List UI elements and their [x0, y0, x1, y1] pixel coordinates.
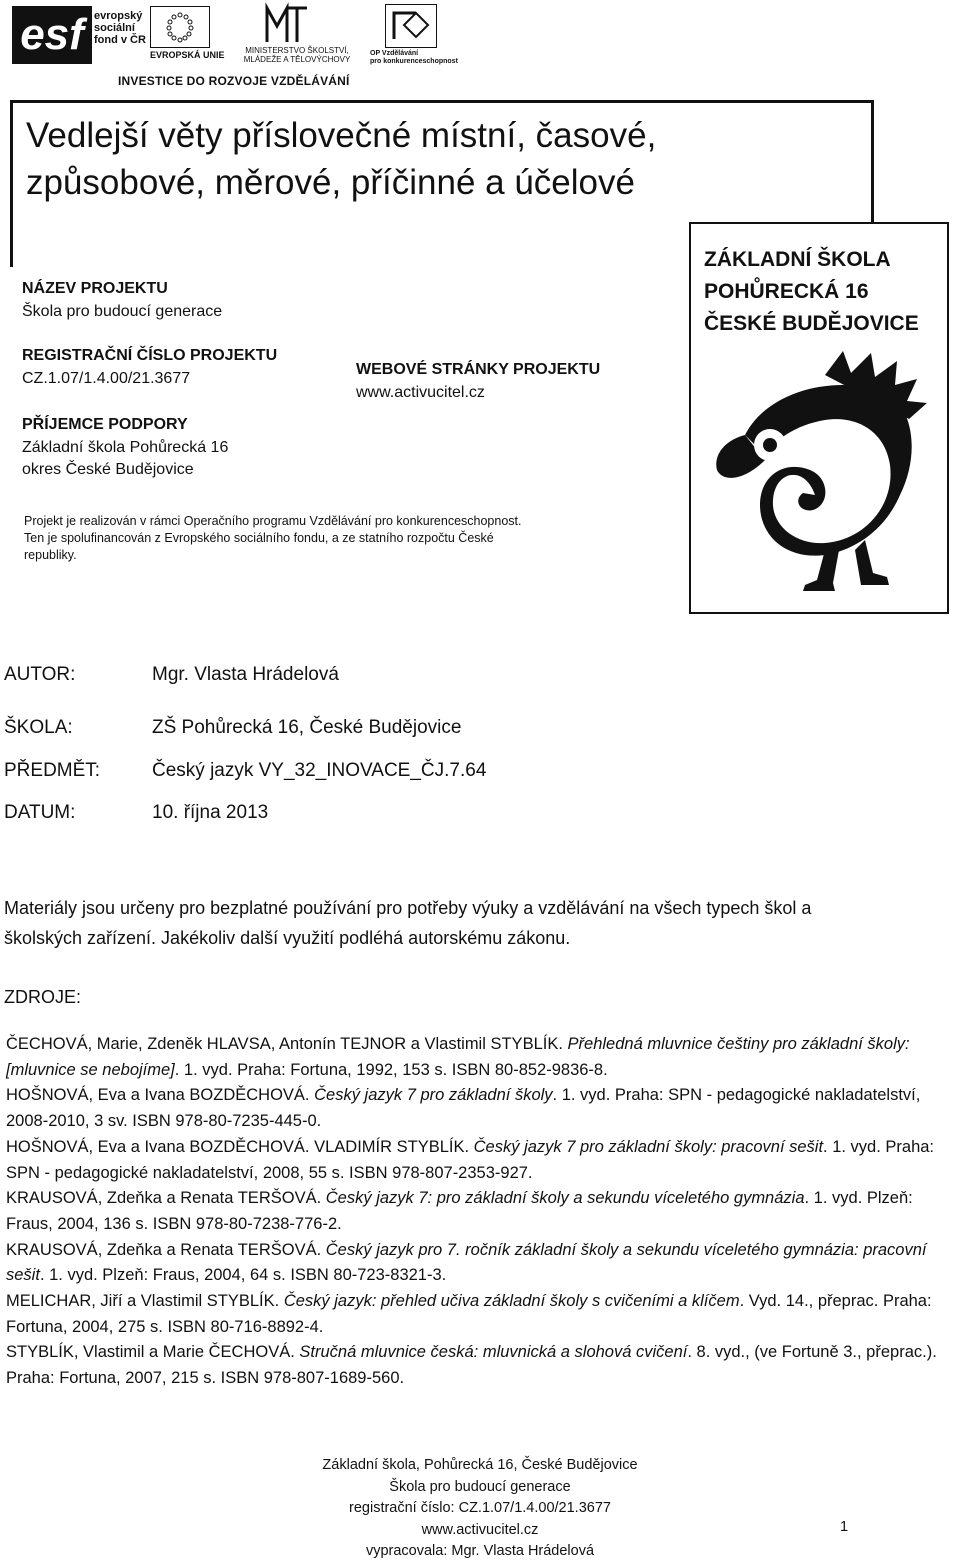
reference-item — [6, 1083, 956, 1134]
school-name — [704, 244, 919, 340]
predmet-value: Český jazyk VY_32_INOVACE_ČJ.7.64 — [152, 760, 487, 781]
reference-text: KRAUSOVÁ, Zdeňka a Renata TERŠOVÁ. — [6, 1240, 326, 1259]
reference-title: Český jazyk: přehled učiva základní školy s cvičeními a klíčem — [283, 1292, 740, 1311]
reference-title: Český jazyk 7: pro základní školy a sekundu víceletého gymnázia — [325, 1189, 805, 1208]
skola-label: ŠKOLA: — [4, 717, 73, 738]
reference-title: Český jazyk 7 pro základní školy — [314, 1086, 553, 1105]
footer-line: vypracovala: Mgr. Vlasta Hrádelová — [365, 1543, 595, 1559]
esf-logo: esf — [12, 6, 92, 64]
esf-text-line: sociální — [94, 22, 135, 34]
op-logo-icon — [385, 4, 437, 48]
reference-text: . Vyd. 14., přeprac. Praha: Fortuna, 2004, 275 s. ISBN 80-716-8892-4. — [6, 1292, 932, 1336]
reference-item — [6, 1340, 956, 1391]
reference-text: ČECHOVÁ, Marie, Zdeněk HLAVSA, Antonín TEJNOR a Vlastimil STYBLÍK. — [6, 1035, 568, 1053]
funding-note-line: Projekt je realizován v rámci Operačního programu Vzdělávání pro konkurenceschopnost. — [24, 514, 522, 528]
usage-line: školských zařízení. Jakékoliv další využití podléhá autorskému zákonu. — [4, 928, 571, 948]
skola-value: ZŠ Pohůrecká 16, České Budějovice — [152, 717, 462, 738]
reference-title: Stručná mluvnice česká: mluvnická a slohová cvičení — [299, 1343, 688, 1362]
reference-text: HOŠNOVÁ, Eva a Ivana BOZDĚCHOVÁ. VLADIMÍR STYBLÍK. — [6, 1137, 474, 1156]
school-name-line: POHŮRECKÁ 16 — [704, 280, 869, 303]
school-name-line: ČESKÉ BUDĚJOVICE — [704, 312, 919, 335]
reference-text: . 1. vyd. Plzeň: Fraus, 2004, 64 s. ISBN 80-723-8321-3. — [39, 1266, 447, 1285]
predmet-label: PŘEDMĚT: — [4, 760, 101, 781]
web-heading: WEBOVÉ STRÁNKY PROJEKTU — [356, 361, 601, 378]
footer-line: www.activucitel.cz — [421, 1521, 539, 1538]
op-label-line: pro konkurenceschopnost — [370, 58, 458, 65]
msmt-logo-icon — [262, 2, 312, 46]
msmt-label — [232, 46, 362, 64]
reference-text: KRAUSOVÁ, Zdeňka a Renata TERŠOVÁ. — [6, 1189, 326, 1208]
project-name-value: Škola pro budoucí generace — [22, 303, 223, 320]
page-footer — [300, 1455, 660, 1563]
footer-line: Základní škola, Pohůrecká 16, České Budějovice — [322, 1457, 638, 1473]
eu-label: EVROPSKÁ UNIE — [150, 50, 225, 60]
title-line: způsobové, měrové, příčinné a účelové — [26, 163, 635, 202]
reference-item — [6, 1238, 956, 1289]
msmt-label-line: MINISTERSTVO ŠKOLSTVÍ, — [245, 46, 349, 55]
datum-label: DATUM: — [4, 802, 76, 823]
datum-value: 10. října 2013 — [152, 802, 269, 823]
investice-label: INVESTICE DO ROZVOJE VZDĚLÁVÁNÍ — [118, 74, 350, 88]
usage-note — [4, 893, 959, 953]
reg-number-value: CZ.1.07/1.4.00/21.3677 — [22, 370, 191, 387]
esf-text-line: fond v ČR — [94, 34, 146, 46]
funding-note — [24, 513, 664, 564]
web-value: www.activucitel.cz — [356, 384, 485, 401]
funding-note-line: Ten je spolufinancován z Evropského sociálního fondu, a ze statního rozpočtu České — [24, 531, 494, 545]
page-title — [26, 112, 866, 206]
reference-item — [6, 1135, 956, 1186]
references-list — [6, 1032, 956, 1392]
project-name-heading: NÁZEV PROJEKTU — [22, 280, 168, 297]
funding-note-line: republiky. — [24, 548, 77, 562]
usage-line: Materiály jsou určeny pro bezplatné používání pro potřeby výuky a vzdělávání na všech typech škol a — [4, 898, 812, 918]
reference-text: . 8. vyd., (ve Fortuně 3., přeprac.). Praha: Fortuna, 2007, 215 s. ISBN 978-807-1689-560. — [6, 1343, 937, 1388]
op-label-line: OP Vzdělávání — [370, 50, 419, 57]
footer-line: Škola pro budoucí generace — [389, 1478, 571, 1495]
school-name-line: ZÁKLADNÍ ŠKOLA — [704, 248, 891, 271]
recipient-heading: PŘÍJEMCE PODPORY — [22, 416, 188, 433]
reference-text: . 1. vyd. Praha: SPN - pedagogické nakladatelství, 2008, 55 s. ISBN 978-807-2353-927. — [6, 1137, 935, 1182]
reference-text: HOŠNOVÁ, Eva a Ivana BOZDĚCHOVÁ. — [6, 1086, 315, 1105]
recipient-line: okres České Budějovice — [22, 461, 194, 478]
reference-text: STYBLÍK, Vlastimil a Marie ČECHOVÁ. — [6, 1343, 300, 1362]
page-number: 1 — [840, 1519, 849, 1535]
reference-text: . 1. vyd. Plzeň: Fraus, 2004, 136 s. ISBN 978-80-7238-776-2. — [6, 1189, 913, 1233]
reference-title: Český jazyk 7 pro základní školy: pracovní sešit — [473, 1137, 824, 1156]
reference-item — [6, 1186, 956, 1237]
reference-text: . 1. vyd. Praha: Fortuna, 1992, 153 s. ISBN 80-852-9836-8. — [174, 1060, 608, 1079]
chameleon-icon — [705, 345, 935, 595]
reference-item — [6, 1032, 956, 1083]
eu-flag-icon — [150, 6, 210, 48]
reference-item — [6, 1289, 956, 1340]
msmt-label-line: MLÁDEŽE A TĚLOVÝCHOVY — [243, 55, 351, 64]
reference-text: . 1. vyd. Praha: SPN - pedagogické nakladatelství, 2008-2010, 3 sv. ISBN 978-80-7235-445-0. — [6, 1086, 921, 1131]
footer-line: registrační číslo: CZ.1.07/1.4.00/21.3677 — [349, 1500, 611, 1516]
title-line: Vedlejší věty příslovečné místní, časové, — [26, 116, 657, 155]
esf-text-line: evropský — [94, 10, 143, 22]
reference-title: Český jazyk pro 7. ročník základní školy a sekundu víceletého gymnázia: pracovní sešit — [6, 1240, 927, 1285]
reg-number-heading: REGISTRAČNÍ ČÍSLO PROJEKTU — [22, 347, 278, 364]
autor-value: Mgr. Vlasta Hrádelová — [152, 664, 339, 685]
reference-title: Přehledná mluvnice češtiny pro základní školy: [mluvnice se nebojíme] — [6, 1035, 910, 1079]
esf-text — [94, 10, 146, 46]
recipient-line: Základní škola Pohůrecká 16 — [22, 439, 229, 456]
reference-text: MELICHAR, Jiří a Vlastimil STYBLÍK. — [6, 1292, 284, 1311]
op-label — [370, 50, 465, 66]
autor-label: AUTOR: — [4, 664, 76, 685]
sources-heading: ZDROJE: — [4, 987, 82, 1007]
